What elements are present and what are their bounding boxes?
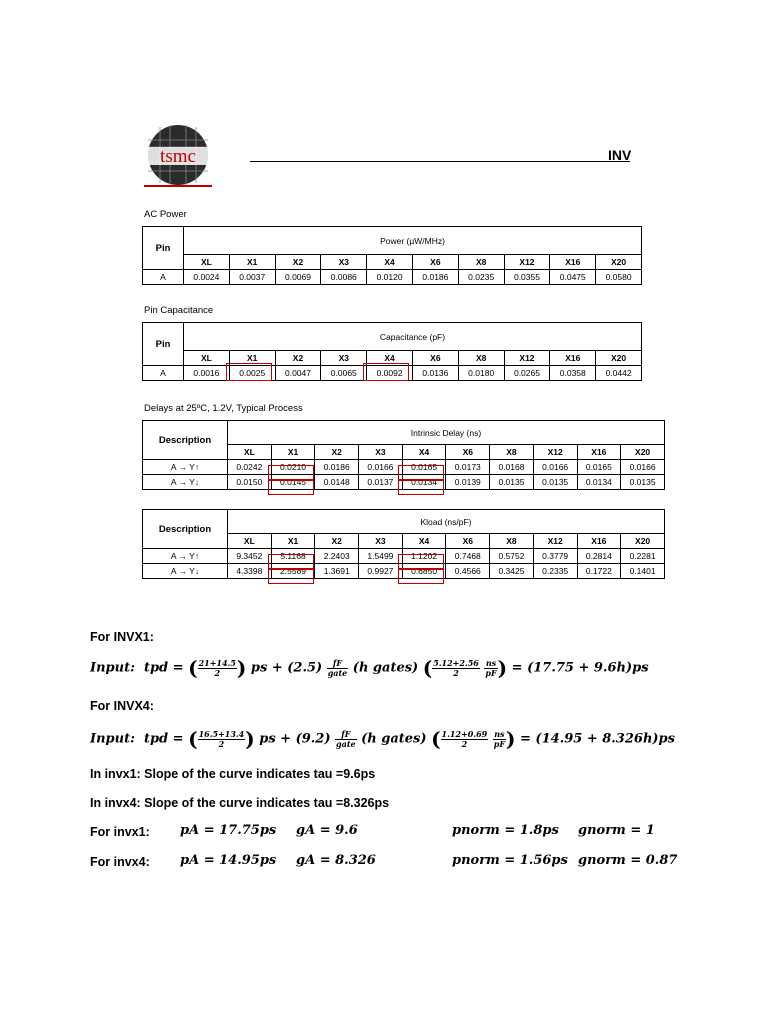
equation-term: (h gates) (361, 731, 427, 747)
slope-invx1: In invx1: Slope of the curve indicates tau =9.6ps (90, 767, 376, 781)
equation-result: = (17.75 + 9.6h)ps (511, 660, 649, 676)
value-cell: 1.3691 (315, 564, 359, 579)
col-header: XL (228, 534, 272, 549)
value-cell: 0.0135 (490, 475, 534, 490)
col-header: XL (184, 351, 230, 366)
tsmc-logo (140, 125, 216, 189)
value-cell: 0.0265 (504, 366, 550, 381)
input-label: Input: (90, 660, 135, 676)
value-cell: 1.5499 (359, 549, 403, 564)
col-header: X3 (359, 445, 403, 460)
col-header: X6 (446, 445, 490, 460)
highlight-box (226, 363, 272, 381)
col-header: X16 (577, 445, 621, 460)
value-cell: 0.0086 (321, 270, 367, 285)
value-cell: 2.2403 (315, 549, 359, 564)
pin-capacitance-label: Pin Capacitance (144, 305, 214, 316)
col-header: X12 (533, 445, 577, 460)
summary-invx1-label: For invx1: (90, 825, 150, 839)
summary-invx4-gnorm: gnorm = 0.87 (578, 853, 678, 868)
invx4-equation: Input: tpd = ( $\frac{16.5+13.4}{2}$ ) ps + (9.2) $\frac{fF}{\text{gate}}$ (h gates) ( $\frac{1.12+0.69}{2}$ $\frac{ns}{pF}$ ) = (14.95 + 8.326h)ps (90, 727, 675, 751)
value-cell: 0.0069 (275, 270, 321, 285)
col-header: X1 (229, 351, 275, 366)
highlight-box (398, 480, 444, 495)
desc-cell: A → Y↑ (143, 460, 228, 475)
highlight-box (398, 569, 444, 584)
col-header: X16 (577, 534, 621, 549)
col-header: X16 (550, 351, 596, 366)
invx4-heading: For INVX4: (90, 699, 154, 713)
invx1-equation: Input: tpd = ( $\frac{21+14.5}{2}$ ) ps + (2.5) $\frac{fF}{\text{gate}}$ (h gates) ( $\frac{5.12+2.56}{2}$ $\frac{ns}{pF}$ ) = (17.75 + 9.6h)ps (90, 656, 649, 680)
value-cell: 4.3398 (228, 564, 272, 579)
value-cell: 0.0235 (458, 270, 504, 285)
col-header: X6 (412, 351, 458, 366)
logo-text: tsmc (160, 146, 196, 167)
pin-header: Pin (143, 323, 184, 366)
value-cell: 0.0025 (229, 366, 275, 381)
highlight-box (268, 480, 314, 495)
value-cell: 0.0173 (446, 460, 490, 475)
fraction: $\frac{5.12+2.56}{2}$ (433, 657, 479, 678)
col-header: X4 (367, 255, 413, 270)
value-cell: 9.3452 (228, 549, 272, 564)
header-rule (250, 161, 630, 162)
value-cell: 0.0580 (596, 270, 642, 285)
value-cell: 0.0135 (533, 475, 577, 490)
value-cell: 0.0358 (550, 366, 596, 381)
description-header: Description (143, 421, 228, 460)
ac-power-columns (143, 255, 642, 270)
value-cell: 0.0120 (367, 270, 413, 285)
col-header: X8 (458, 255, 504, 270)
col-header: X2 (315, 445, 359, 460)
value-cell: 0.0242 (228, 460, 272, 475)
highlight-box (363, 363, 409, 381)
col-header: XL (228, 445, 272, 460)
col-header: X3 (359, 534, 403, 549)
slope-invx4: In invx4: Slope of the curve indicates tau =8.326ps (90, 796, 390, 810)
col-header: X6 (412, 255, 458, 270)
value-cell: 0.0047 (275, 366, 321, 381)
col-header: X1 (229, 255, 275, 270)
value-cell: 0.7468 (446, 549, 490, 564)
value-cell: 0.5752 (490, 549, 534, 564)
col-header: XL (184, 255, 230, 270)
col-header: X1 (271, 445, 315, 460)
value-cell: 0.2335 (533, 564, 577, 579)
value-cell: 0.0186 (315, 460, 359, 475)
col-header: X12 (504, 255, 550, 270)
value-cell: 0.0135 (621, 475, 665, 490)
ac-power-label: AC Power (144, 209, 187, 220)
highlight-box (398, 465, 444, 480)
value-cell: 2.5589 (271, 564, 315, 579)
col-header: X20 (621, 445, 665, 460)
value-cell: 0.0166 (533, 460, 577, 475)
summary-invx1-gA: gA = 9.6 (296, 823, 358, 838)
value-cell: 0.0148 (315, 475, 359, 490)
value-cell: 0.0016 (184, 366, 230, 381)
power-group-header: Power (µW/MHz) (184, 227, 642, 255)
value-cell: 0.0355 (504, 270, 550, 285)
value-cell: 0.0186 (412, 270, 458, 285)
pin-header: Pin (143, 227, 184, 270)
highlight-box (268, 569, 314, 584)
ac-power-table (142, 226, 642, 285)
desc-cell: A → Y↑ (143, 549, 228, 564)
value-cell: 0.1722 (577, 564, 621, 579)
summary-invx1-pA: pA = 17.75ps (180, 823, 277, 838)
fraction: $\frac{fF}{\text{gate}}$ (327, 657, 348, 678)
value-cell: 0.0165 (577, 460, 621, 475)
value-cell: 0.0134 (577, 475, 621, 490)
col-header: X4 (402, 445, 446, 460)
col-header: X4 (367, 351, 413, 366)
value-cell: 0.4566 (446, 564, 490, 579)
fraction: $\frac{ns}{pF}$ (485, 657, 497, 678)
equation-result: = (14.95 + 8.326h)ps (520, 731, 675, 747)
input-label: Input: (90, 731, 135, 747)
fraction: $\frac{21+14.5}{2}$ (198, 657, 236, 678)
col-header: X20 (596, 255, 642, 270)
fraction: $\frac{fF}{\text{gate}}$ (336, 728, 356, 749)
value-cell: 0.0134 (402, 475, 446, 490)
value-cell: 0.0024 (184, 270, 230, 285)
col-header: X4 (402, 534, 446, 549)
value-cell: 0.3779 (533, 549, 577, 564)
col-header: X3 (321, 255, 367, 270)
fraction: $\frac{16.5+13.4}{2}$ (198, 728, 245, 749)
value-cell: 0.3425 (490, 564, 534, 579)
value-cell: 0.2281 (621, 549, 665, 564)
tpd-symbol: tpd = (143, 731, 189, 747)
tpd-symbol: tpd = (143, 660, 189, 676)
pin-cell: A (143, 366, 184, 381)
value-cell: 0.0475 (550, 270, 596, 285)
capacitance-group-header: Capacitance (pF) (184, 323, 642, 351)
fraction: $\frac{1.12+0.69}{2}$ (441, 728, 488, 749)
value-cell: 0.0136 (412, 366, 458, 381)
value-cell: 0.0168 (490, 460, 534, 475)
table-row (143, 270, 642, 285)
summary-invx4-gA: gA = 8.326 (296, 853, 376, 868)
value-cell: 0.0145 (271, 475, 315, 490)
delays-label: Delays at 25ºC, 1.2V, Typical Process (144, 403, 303, 414)
highlight-box (268, 554, 314, 569)
col-header: X2 (315, 534, 359, 549)
value-cell: 0.9927 (359, 564, 403, 579)
kload-group-header: Kload (ns/pF) (228, 510, 665, 534)
desc-cell: A → Y↓ (143, 564, 228, 579)
value-cell: 0.0065 (321, 366, 367, 381)
value-cell: 0.0210 (271, 460, 315, 475)
equation-term: ps + (2.5) (250, 660, 323, 676)
col-header: X8 (490, 534, 534, 549)
col-header: X12 (504, 351, 550, 366)
col-header: X16 (550, 255, 596, 270)
value-cell: 0.0442 (596, 366, 642, 381)
col-header: X8 (490, 445, 534, 460)
value-cell: 0.0150 (228, 475, 272, 490)
fraction: $\frac{ns}{pF}$ (493, 728, 506, 749)
description-header: Description (143, 510, 228, 549)
value-cell: 0.0180 (458, 366, 504, 381)
col-header: X2 (275, 351, 321, 366)
value-cell: 0.0137 (359, 475, 403, 490)
value-cell: 0.0165 (402, 460, 446, 475)
summary-invx4-label: For invx4: (90, 855, 150, 869)
col-header: X6 (446, 534, 490, 549)
col-header: X20 (621, 534, 665, 549)
equation-term: (h gates) (352, 660, 419, 676)
highlight-box (398, 554, 444, 569)
col-header: X12 (533, 534, 577, 549)
invx1-heading: For INVX1: (90, 630, 154, 644)
col-header: X20 (596, 351, 642, 366)
value-cell: 0.0037 (229, 270, 275, 285)
col-header: X1 (271, 534, 315, 549)
summary-invx1-pnorm: pnorm = 1.8ps (452, 823, 559, 838)
equation-term: ps + (9.2) (259, 731, 331, 747)
value-cell: 1.1202 (402, 549, 446, 564)
value-cell: 0.1401 (621, 564, 665, 579)
highlight-box (268, 465, 314, 480)
header-title: INV (608, 147, 632, 163)
value-cell: 0.0139 (446, 475, 490, 490)
value-cell: 0.0166 (359, 460, 403, 475)
desc-cell: A → Y↓ (143, 475, 228, 490)
pin-cell: A (143, 270, 184, 285)
value-cell: 0.0092 (367, 366, 413, 381)
summary-invx4-pnorm: pnorm = 1.56ps (452, 853, 568, 868)
value-cell: 5.1168 (271, 549, 315, 564)
summary-invx1-gnorm: gnorm = 1 (578, 823, 655, 838)
value-cell: 0.2814 (577, 549, 621, 564)
value-cell: 0.0166 (621, 460, 665, 475)
col-header: X3 (321, 351, 367, 366)
intrinsic-group-header: Intrinsic Delay (ns) (228, 421, 665, 445)
value-cell: 0.6850 (402, 564, 446, 579)
col-header: X2 (275, 255, 321, 270)
col-header: X8 (458, 351, 504, 366)
summary-invx4-pA: pA = 14.95ps (180, 853, 277, 868)
